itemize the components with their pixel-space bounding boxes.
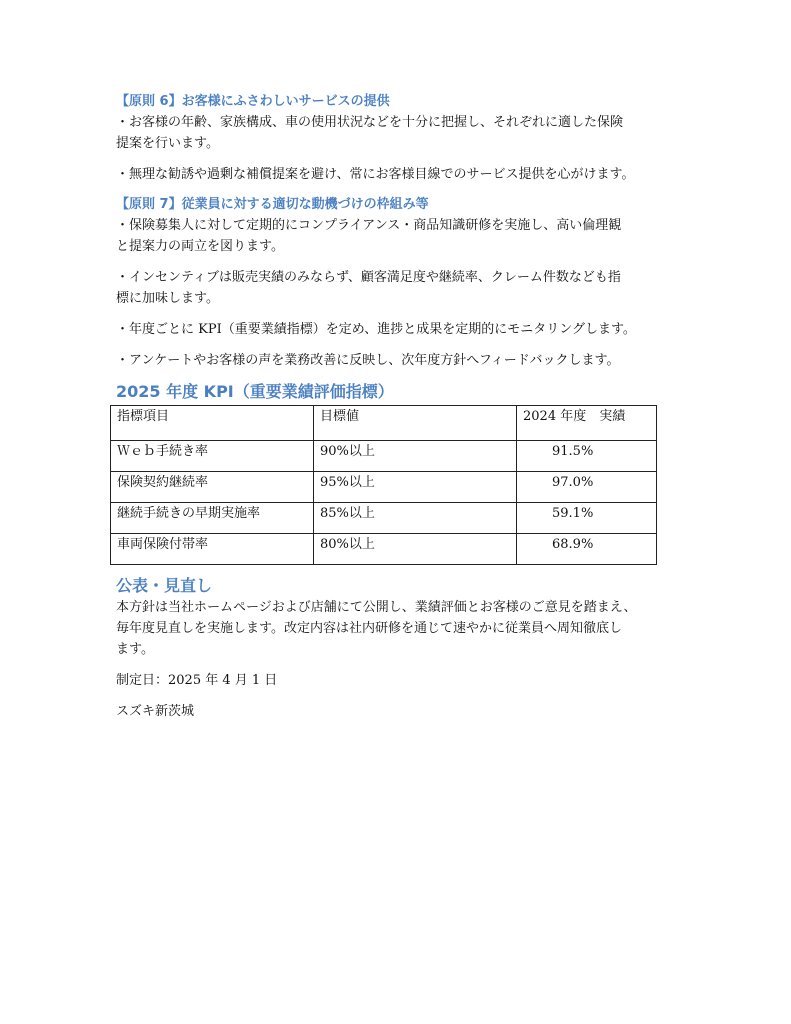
kpi-row-2-item: 保険契約継続率 [111,472,314,503]
kpi-header-result: 2024 年度 実績 [517,406,657,441]
review-line-2: 毎年度見直しを実施します。改定内容は社内研修を通じて速やかに従業員へ周知徹底し [116,621,622,636]
document-page [116,92,696,722]
principle7-line-6: ・アンケートやお客様の声を業務改善に反映し、次年度方針へフィードバックします。 [116,353,620,368]
kpi-row-4-result: 68.9% [517,534,657,565]
kpi-table [110,405,657,565]
kpi-header-target: 目標値 [314,406,517,441]
kpi-row-2-target: 95%以上 [314,472,517,503]
principle7-line-4: 標に加味します。 [116,291,219,306]
table-row [111,534,657,565]
table-row [111,503,657,534]
kpi-header-row [111,406,657,441]
review-heading: 公表・見直し [116,576,213,595]
principle6-line-2: 提案を行います。 [116,136,219,151]
principle6-line-1: ・お客様の年齢、家族構成、車の使用状況などを十分に把握し、それぞれに適した保険 [116,115,624,130]
principle7-line-2: と提案力の両立を図ります。 [116,239,284,254]
company-name: スズキ新茨城 [116,704,195,719]
enactment-date: 制定日：2025 年 4 月 1 日 [116,673,278,688]
review-line-3: ます。 [116,642,154,657]
kpi-row-4-target: 80%以上 [314,534,517,565]
principle7-line-5: ・年度ごとに KPI（重要業績指標）を定め、進捗と成果を定期的にモニタリングします。 [116,322,636,337]
kpi-row-2-result: 97.0% [517,472,657,503]
kpi-row-4-item: 車両保険付帯率 [111,534,314,565]
kpi-row-3-item: 継続手続きの早期実施率 [111,503,314,534]
kpi-heading: 2025 年度 KPI（重要業績評価指標） [116,382,394,401]
review-line-1: 本方針は当社ホームページおよび店舗にて公開し、業績評価とお客様のご意見を踏まえ、 [116,600,637,615]
principle7-line-3: ・インセンティブは販売実績のみならず、顧客満足度や継続率、クレーム件数なども指 [116,270,621,285]
principle7-heading: 【原則 7】従業員に対する適切な動機づけの枠組み等 [116,197,429,212]
table-row [111,472,657,503]
kpi-row-1-target: 90%以上 [314,441,517,472]
kpi-row-3-target: 85%以上 [314,503,517,534]
principle6-line-3: ・無理な勧誘や過剰な補償提案を避け、常にお客様目線でのサービス提供を心がけます。 [116,167,635,182]
table-row [111,441,657,472]
kpi-row-3-result: 59.1% [517,503,657,534]
principle6-heading: 【原則 6】お客様にふさわしいサービスの提供 [116,94,390,109]
principle7-line-1: ・保険募集人に対して定期的にコンプライアンス・商品知識研修を実施し、高い倫理観 [116,218,622,233]
kpi-header-item: 指標項目 [111,406,314,441]
kpi-row-1-result: 91.5% [517,441,657,472]
kpi-row-1-item: Ｗｅｂ手続き率 [111,441,314,472]
